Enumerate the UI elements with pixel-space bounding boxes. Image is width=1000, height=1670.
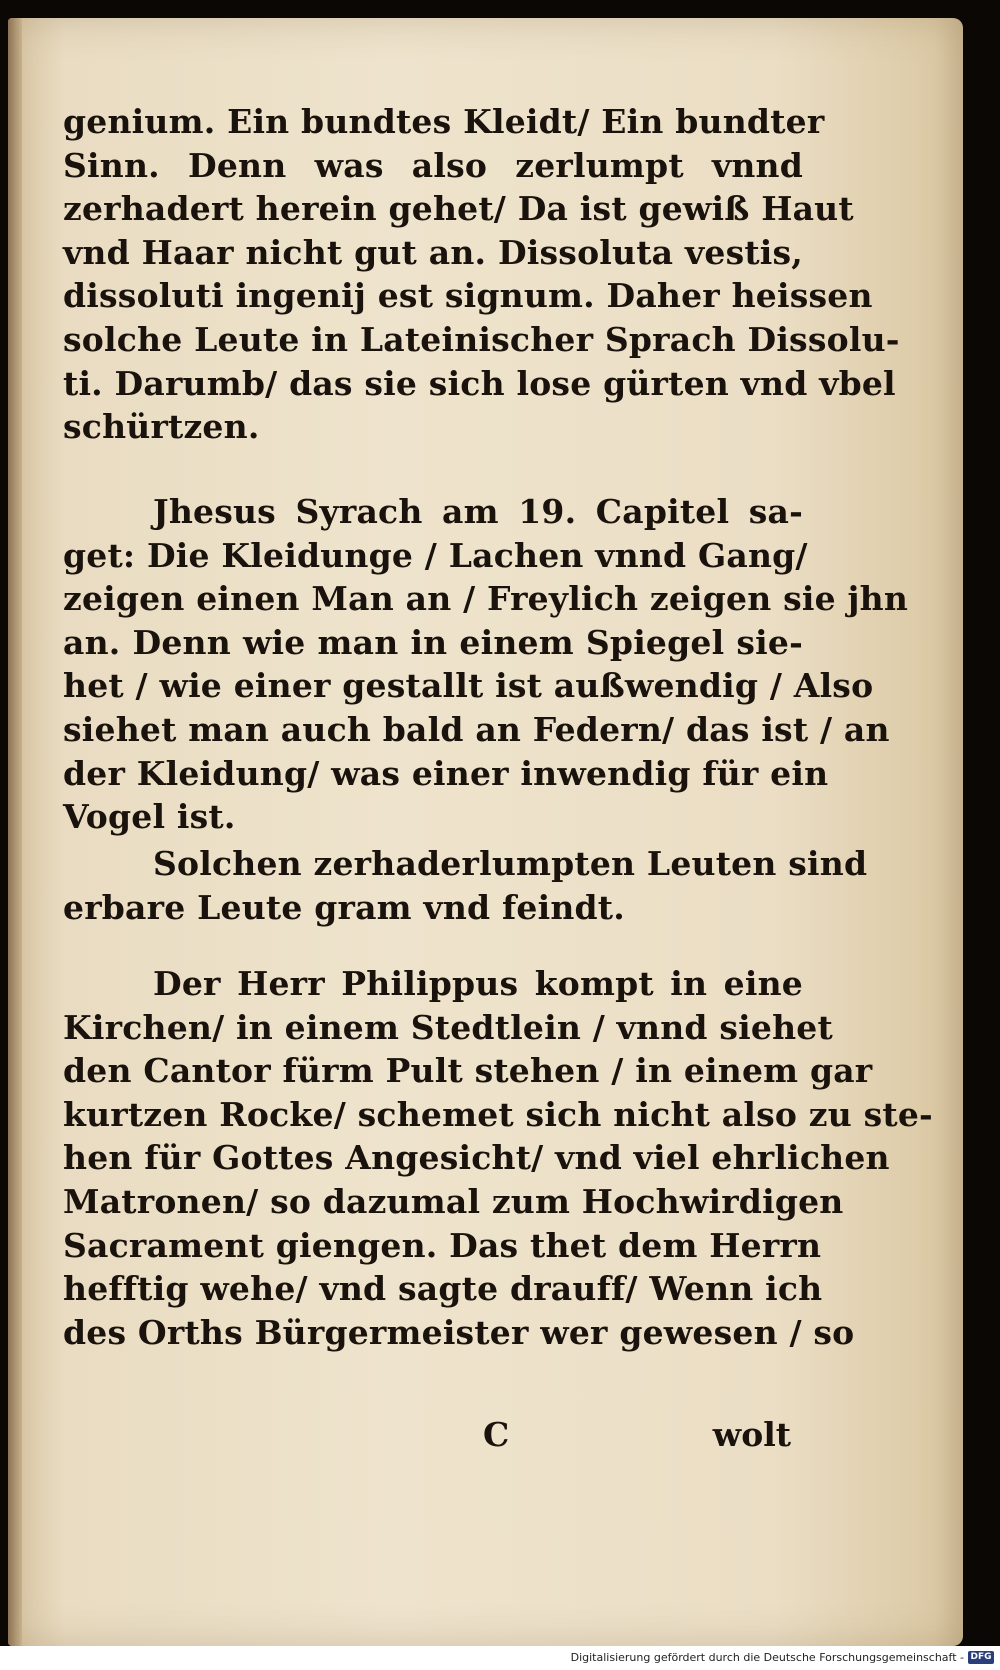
text-line: Sinn. Denn was also zerlumpt vnnd <box>63 145 803 185</box>
text-line: den Cantor fürm Pult stehen / in einem gar <box>63 1051 873 1091</box>
text-line: der Kleidung/ was einer inwendig für ein <box>63 753 829 793</box>
text-line: Solchen zerhaderlumpten Leuten sind <box>153 844 868 883</box>
paragraph-2 <box>63 490 909 839</box>
text-line: vnd Haar nicht gut an. Dissoluta vestis, <box>63 232 803 272</box>
text-line: solche Leute in Lateinischer Sprach Dissolu- <box>63 319 900 359</box>
text-line: Matronen/ so dazumal zum Hochwirdigen <box>63 1181 844 1221</box>
digitization-footer <box>0 1646 1000 1670</box>
text-line: get: Die Kleidunge / Lachen vnnd Gang/ <box>63 535 808 575</box>
text-line: Jhesus Syrach am 19. Capitel sa- <box>153 492 803 531</box>
page-spine-edge <box>8 18 22 1646</box>
text-line: Sacrament giengen. Das thet dem Herrn <box>63 1225 822 1265</box>
text-line: hefftig wehe/ vnd sagte drauff/ Wenn ich <box>63 1269 823 1309</box>
signature-mark: C <box>483 1415 510 1454</box>
text-line: het / wie einer gestallt ist außwendig / Also <box>63 666 874 706</box>
text-line: genium. Ein bundtes Kleidt/ Ein bundter <box>63 102 825 141</box>
text-line: zeigen einen Man an / Freylich zeigen sie jhn <box>63 579 909 619</box>
text-line: dissoluti ingenij est signum. Daher heissen <box>63 276 873 316</box>
text-line: an. Denn wie man in einem Spiegel sie- <box>63 622 803 662</box>
text-line: hen für Gottes Angesicht/ vnd viel ehrlichen <box>63 1138 890 1178</box>
text-line: Kirchen/ in einem Stedtlein / vnnd siehet <box>63 1007 833 1047</box>
text-line: schürtzen. <box>63 407 260 447</box>
text-line: Der Herr Philippus kompt in eine <box>153 964 803 1003</box>
text-line: Vogel ist. <box>63 797 236 837</box>
dfg-logo: DFG <box>968 1651 994 1664</box>
text-line: zerhadert herein gehet/ Da ist gewiß Haut <box>63 189 854 229</box>
book-page <box>8 18 963 1646</box>
page-foot <box>63 1415 803 1459</box>
text-line: des Orths Bürgermeister wer gewesen / so <box>63 1312 855 1352</box>
paragraph-1 <box>63 100 900 449</box>
paragraph-4 <box>63 962 933 1354</box>
text-line: erbare Leute gram vnd feindt. <box>63 887 625 927</box>
funding-credit: Digitalisierung gefördert durch die Deutsche Forschungsgemeinschaft - <box>570 1651 964 1664</box>
paragraph-3 <box>63 842 868 929</box>
text-line: kurtzen Rocke/ schemet sich nicht also zu ste- <box>63 1094 933 1134</box>
catchword: wolt <box>712 1415 791 1454</box>
text-line: ti. Darumb/ das sie sich lose gürten vnd vbel <box>63 363 896 403</box>
text-line: siehet man auch bald an Federn/ das ist / an <box>63 709 890 749</box>
